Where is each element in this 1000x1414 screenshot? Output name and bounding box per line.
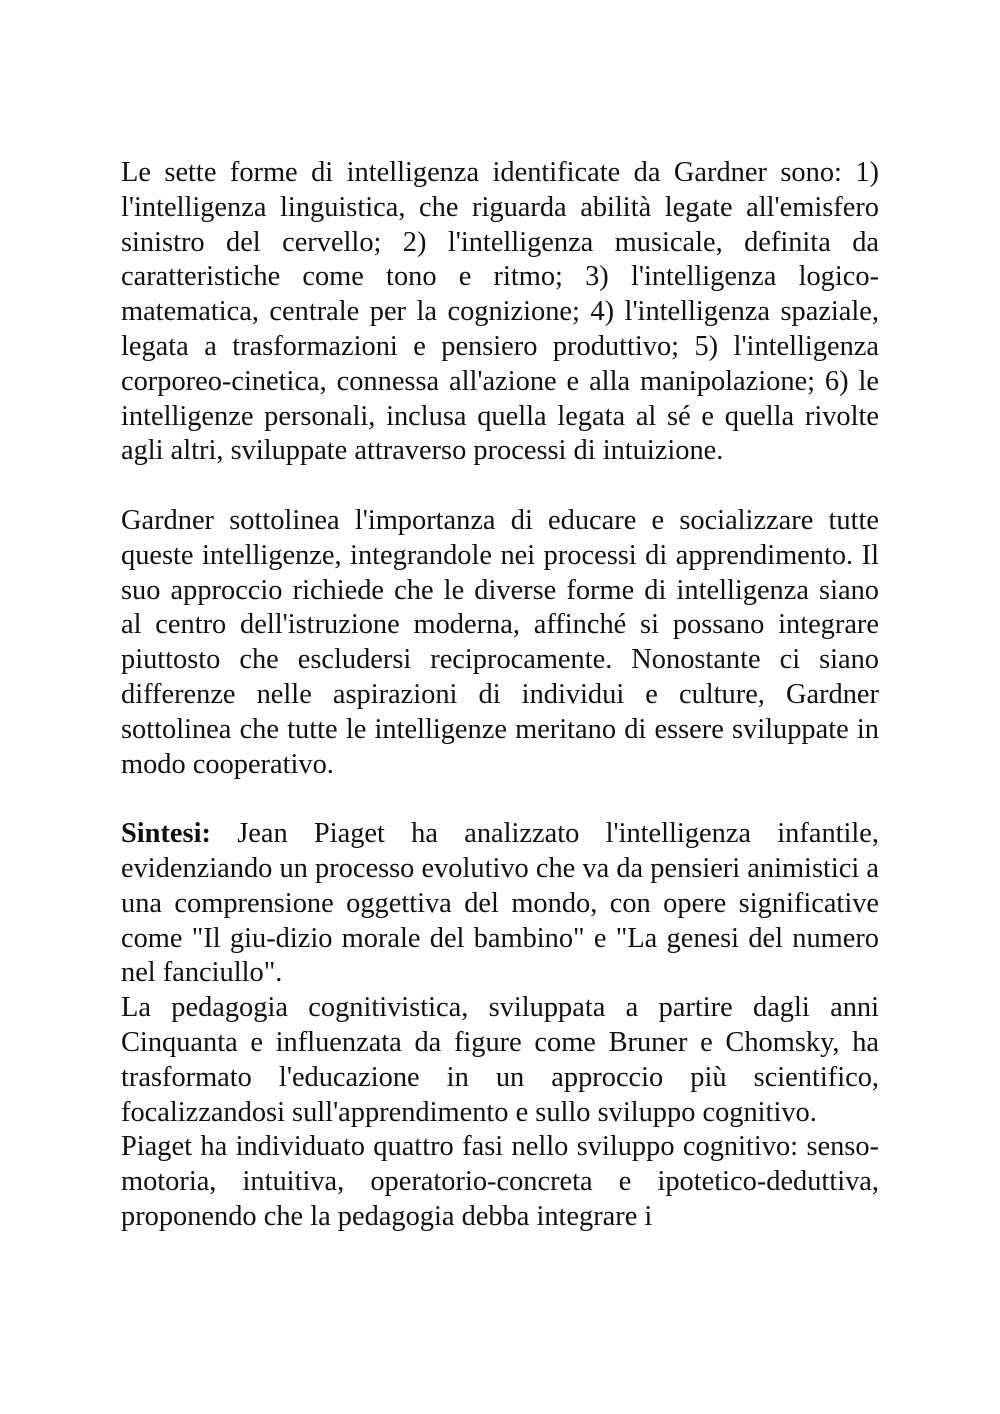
document-page — [121, 156, 879, 1235]
paragraph-gardner-education: Gardner sottolinea l'importanza di educare e socializzare tutte queste intelligenze, integrandole nei processi di apprendimento. Il suo approccio richiede che le diverse forme di intelligenza siano al centro dell'istruzione moderna, affinché si possano integrare piuttosto che escludersi reciprocamente. Nonostante ci siano differenze nelle aspirazioni di individui e culture, Gardner sottolinea che tutte le intelligenze meritano di essere sviluppate in modo cooperativo. — [121, 504, 879, 780]
paragraph-cognitive-pedagogy: La pedagogia cognitivistica, sviluppata a partire dagli anni Cinquanta e influenzata da figure come Bruner e Chomsky, ha trasformato l'educazione in un approccio più scientifico, focalizzandosi sull'apprendimento e sullo sviluppo cognitivo. — [121, 992, 879, 1128]
paragraph-piaget-phases: Piaget ha individuato quattro fasi nello sviluppo cognitivo: senso-motoria, intuitiva, operatorio-concreta e ipotetico-deduttiva, proponendo che la pedagogia debba integrare i — [121, 1131, 879, 1232]
paragraph-synthesis — [121, 817, 879, 991]
paragraph-gardner-intelligences: Le sette forme di intelligenza identificate da Gardner sono: 1) l'intelligenza linguistica, che riguarda abilità legate all'emisfero sinistro del cervello; 2) l'intelligenza musicale, definita da caratteristiche come tono e ritmo; 3) l'intelligenza logico-matematica, centrale per la cognizione; 4) l'intelligenza spaziale, legata a trasformazioni e pensiero produttivo; 5) l'intelligenza corporeo-cinetica, connessa all'azione e alla manipolazione; 6) le intelligenze personali, inclusa quella legata al sé e quella rivolte agli altri, sviluppate attraverso processi di intuizione. — [121, 157, 879, 467]
synthesis-text: Jean Piaget ha analizzato l'intelligenza infantile, evidenziando un processo evolutivo che va da pensieri animistici a una comprensione oggettiva del mondo, con opere significative come "Il giu-dizio morale del bambino" e "La genesi del numero nel fanciullo". — [121, 818, 879, 989]
synthesis-label: Sintesi: — [121, 818, 211, 850]
